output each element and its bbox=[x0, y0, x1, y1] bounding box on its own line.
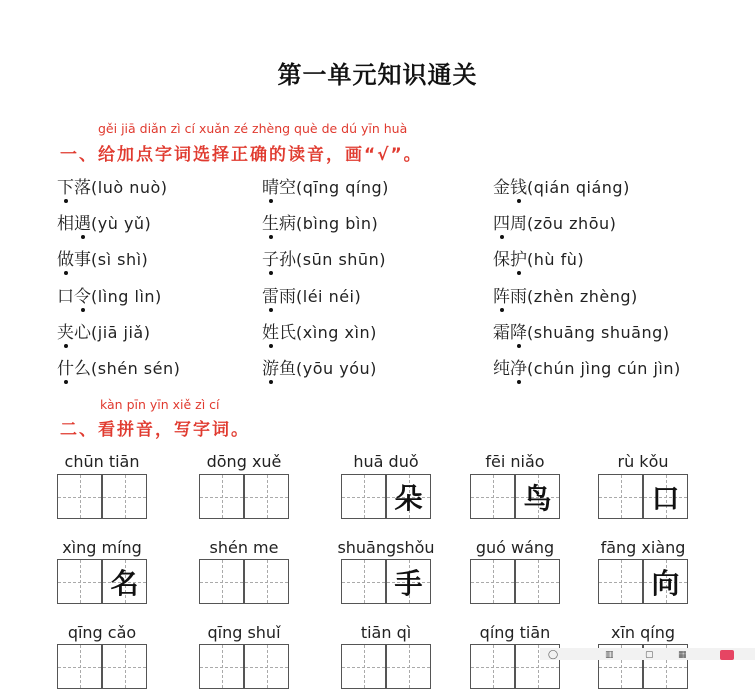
word-char: 病 bbox=[279, 214, 296, 234]
pinyin-options: (bìng bìn) bbox=[296, 214, 379, 233]
writing-box[interactable] bbox=[470, 644, 515, 689]
pronunciation-item bbox=[262, 209, 378, 234]
cell-pinyin: shuāngshǒu bbox=[337, 538, 435, 557]
writing-box[interactable] bbox=[643, 559, 688, 604]
box-char bbox=[471, 645, 514, 688]
pinyin-options: (sì shì) bbox=[91, 250, 149, 269]
word-char: 鱼 bbox=[279, 359, 296, 379]
word-char: 保 bbox=[493, 250, 510, 270]
writing-box[interactable] bbox=[57, 559, 102, 604]
word-char: 么 bbox=[74, 359, 91, 379]
pinyin-options: (sūn shūn) bbox=[296, 250, 386, 269]
cell-pinyin: huā duǒ bbox=[353, 452, 419, 471]
cell-pinyin: xìng míng bbox=[62, 538, 142, 557]
section1-heading: 一、给加点字词选择正确的读音，画“√”。 bbox=[60, 145, 423, 165]
pronunciation-item bbox=[493, 173, 630, 198]
writing-box[interactable] bbox=[244, 559, 289, 604]
pronunciation-item bbox=[262, 245, 386, 270]
box-char bbox=[200, 645, 243, 688]
dotted-char: 降 bbox=[510, 318, 527, 343]
writing-box[interactable] bbox=[199, 474, 244, 519]
dotted-char: 子 bbox=[262, 245, 279, 270]
box-char bbox=[245, 475, 288, 518]
pinyin-options: (zōu zhōu) bbox=[527, 214, 617, 233]
dotted-char: 护 bbox=[510, 245, 527, 270]
dotted-char: 钱 bbox=[510, 173, 527, 198]
pronunciation-item bbox=[57, 318, 150, 343]
writing-box[interactable] bbox=[386, 474, 431, 519]
pinyin-options: (shén sén) bbox=[91, 359, 181, 378]
box-char bbox=[471, 475, 514, 518]
pronunciation-item bbox=[493, 245, 584, 270]
dotted-char: 净 bbox=[510, 354, 527, 379]
word-char: 纯 bbox=[493, 359, 510, 379]
writing-box[interactable] bbox=[643, 644, 688, 689]
box-char bbox=[644, 645, 687, 688]
section1-pinyin: gěi jiā diǎn zì cí xuǎn zé zhèng què de dú yīn huà bbox=[98, 121, 408, 136]
page-title: 第一单元知识通关 bbox=[277, 60, 478, 89]
pronunciation-item bbox=[262, 318, 377, 343]
dotted-char: 阵 bbox=[493, 282, 510, 307]
dotted-char: 游 bbox=[262, 354, 279, 379]
record-icon[interactable] bbox=[720, 650, 734, 660]
dotted-char: 夹 bbox=[57, 318, 74, 343]
pinyin-options: (yōu yóu) bbox=[296, 359, 377, 378]
cell-pinyin: dōng xuě bbox=[206, 452, 282, 471]
writing-box[interactable] bbox=[515, 644, 560, 689]
pronunciation-item bbox=[493, 318, 670, 343]
box-char bbox=[342, 645, 385, 688]
pinyin-options: (jiā jiǎ) bbox=[91, 323, 151, 342]
box-char bbox=[103, 645, 146, 688]
pronunciation-item bbox=[57, 354, 180, 379]
box-char bbox=[200, 475, 243, 518]
cell-pinyin: guó wáng bbox=[475, 538, 555, 557]
dotted-char: 姓 bbox=[262, 318, 279, 343]
pinyin-options: (xìng xìn) bbox=[296, 323, 377, 342]
writing-box[interactable] bbox=[470, 559, 515, 604]
pronunciation-item bbox=[493, 209, 616, 234]
writing-box[interactable] bbox=[244, 644, 289, 689]
writing-box[interactable] bbox=[515, 474, 560, 519]
writing-box[interactable] bbox=[199, 559, 244, 604]
columns-icon[interactable]: ▥ bbox=[605, 650, 614, 660]
writing-box[interactable] bbox=[598, 474, 643, 519]
box-char: 鸟 bbox=[523, 481, 552, 515]
dotted-char: 下 bbox=[57, 173, 74, 198]
box-char: 向 bbox=[651, 566, 680, 600]
pinyin-options: (shuāng shuāng) bbox=[527, 323, 670, 342]
pronunciation-item bbox=[57, 245, 148, 270]
writing-box[interactable] bbox=[102, 474, 147, 519]
box-char bbox=[58, 475, 101, 518]
word-char: 孙 bbox=[279, 250, 296, 270]
box-char bbox=[599, 475, 642, 518]
word-char: 霜 bbox=[493, 323, 510, 343]
dotted-char: 做 bbox=[57, 245, 74, 270]
pronunciation-item bbox=[262, 282, 361, 307]
cell-pinyin: qīng shuǐ bbox=[207, 623, 281, 642]
pinyin-options: (luò nuò) bbox=[91, 178, 168, 197]
box-char: 口 bbox=[651, 481, 680, 515]
word-char: 事 bbox=[74, 250, 91, 270]
word-char: 心 bbox=[74, 323, 91, 343]
box-char bbox=[245, 560, 288, 603]
word-char: 相 bbox=[57, 214, 74, 234]
pronunciation-item bbox=[262, 173, 389, 198]
box-char bbox=[200, 560, 243, 603]
box-char bbox=[245, 645, 288, 688]
box-char bbox=[342, 560, 385, 603]
pinyin-options: (léi néi) bbox=[296, 287, 362, 306]
box-char bbox=[599, 560, 642, 603]
word-char: 周 bbox=[510, 214, 527, 234]
pronunciation-item bbox=[493, 354, 681, 379]
dotted-char: 生 bbox=[262, 209, 279, 234]
pinyin-options: (lìng lìn) bbox=[91, 287, 162, 306]
writing-box[interactable] bbox=[515, 559, 560, 604]
cell-pinyin: qīng cǎo bbox=[67, 623, 137, 642]
word-char: 雨 bbox=[279, 287, 296, 307]
pinyin-options: (qián qiáng) bbox=[527, 178, 630, 197]
section2-pinyin: kàn pīn yīn xiě zì cí bbox=[100, 397, 220, 412]
writing-box[interactable] bbox=[598, 644, 643, 689]
pronunciation-item bbox=[493, 282, 638, 307]
cell-pinyin: qíng tiān bbox=[479, 623, 551, 642]
pinyin-options: (zhèn zhèng) bbox=[527, 287, 638, 306]
cell-pinyin: rù kǒu bbox=[617, 452, 669, 471]
search-icon[interactable]: ◯ bbox=[548, 650, 559, 660]
pronunciation-item bbox=[57, 209, 151, 234]
writing-box[interactable] bbox=[643, 474, 688, 519]
box-char bbox=[58, 560, 101, 603]
writing-box[interactable] bbox=[386, 559, 431, 604]
pronunciation-item bbox=[57, 282, 162, 307]
box-char bbox=[516, 645, 559, 688]
writing-box[interactable] bbox=[341, 474, 386, 519]
box-char: 名 bbox=[110, 566, 139, 600]
writing-box[interactable] bbox=[57, 644, 102, 689]
word-char: 雨 bbox=[510, 287, 527, 307]
box-char bbox=[516, 560, 559, 603]
dotted-char: 晴 bbox=[262, 173, 279, 198]
cell-pinyin: xīn qíng bbox=[610, 623, 676, 642]
word-char: 氏 bbox=[279, 323, 296, 343]
cell-pinyin: fāng xiàng bbox=[600, 538, 686, 557]
dotted-char: 令 bbox=[74, 282, 91, 307]
box-char bbox=[342, 475, 385, 518]
box-char bbox=[58, 645, 101, 688]
word-char: 落 bbox=[74, 178, 91, 198]
dotted-char: 雷 bbox=[262, 282, 279, 307]
writing-box[interactable] bbox=[244, 474, 289, 519]
box-char bbox=[599, 645, 642, 688]
word-char: 空 bbox=[279, 178, 296, 198]
box-char: 朵 bbox=[394, 481, 423, 515]
pinyin-options: (chún jìng cún jìn) bbox=[527, 359, 681, 378]
dotted-char: 什 bbox=[57, 354, 74, 379]
section2-heading: 二、看拼音，写字词。 bbox=[60, 420, 250, 440]
word-char: 金 bbox=[493, 178, 510, 198]
writing-box[interactable] bbox=[102, 644, 147, 689]
writing-box[interactable] bbox=[470, 474, 515, 519]
box-char bbox=[387, 645, 430, 688]
cell-pinyin: chūn tiān bbox=[64, 452, 140, 471]
pronunciation-item bbox=[262, 354, 377, 379]
word-char: 口 bbox=[57, 287, 74, 307]
box-char bbox=[103, 475, 146, 518]
box-char: 手 bbox=[394, 566, 423, 600]
cell-pinyin: shén me bbox=[209, 538, 279, 557]
cell-pinyin: tiān qì bbox=[360, 623, 412, 642]
pinyin-options: (yù yǔ) bbox=[91, 214, 152, 233]
dotted-char: 四 bbox=[493, 209, 510, 234]
pronunciation-item bbox=[57, 173, 168, 198]
pinyin-options: (hù fù) bbox=[527, 250, 585, 269]
pinyin-options: (qīng qíng) bbox=[296, 178, 389, 197]
box-char bbox=[471, 560, 514, 603]
writing-box[interactable] bbox=[386, 644, 431, 689]
page-icon[interactable]: ▢ bbox=[645, 650, 654, 660]
writing-box[interactable] bbox=[199, 644, 244, 689]
grid-icon[interactable]: ▦ bbox=[678, 650, 687, 660]
writing-box[interactable] bbox=[341, 644, 386, 689]
cell-pinyin: fēi niǎo bbox=[485, 452, 545, 471]
writing-box[interactable] bbox=[341, 559, 386, 604]
writing-box[interactable] bbox=[102, 559, 147, 604]
writing-box[interactable] bbox=[598, 559, 643, 604]
dotted-char: 遇 bbox=[74, 209, 91, 234]
writing-box[interactable] bbox=[57, 474, 102, 519]
